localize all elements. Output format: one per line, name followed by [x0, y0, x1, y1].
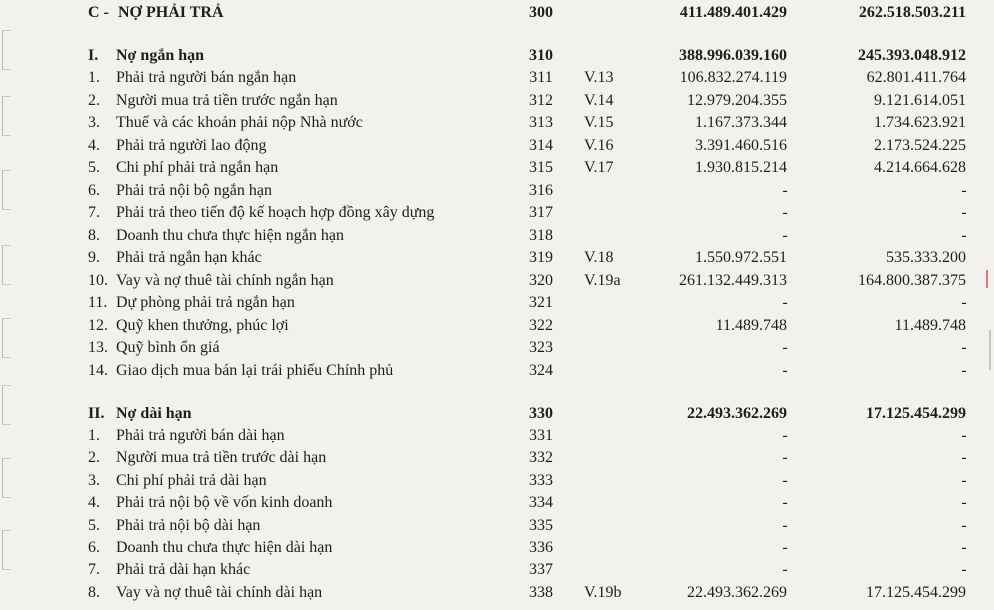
row-item-name: Doanh thu chưa thực hiện ngắn hạn — [116, 226, 344, 244]
section-title: NỢ PHẢI TRẢ — [118, 4, 224, 21]
row-prior-value: - — [961, 471, 967, 489]
row-code: 316 — [529, 181, 553, 199]
row-code: 322 — [529, 316, 553, 334]
row-current-value: - — [782, 361, 788, 379]
row-item-name: Dự phòng phải trả ngắn hạn — [116, 294, 295, 311]
row-prior-value: 164.800.387.375 — [858, 271, 966, 289]
group-title: Nợ dài hạn — [116, 405, 192, 422]
row-prior-value: - — [961, 339, 967, 356]
row-item-name: Phải trả nội bộ về vốn kinh doanh — [116, 494, 333, 512]
row-item-name: Quỹ khen thưởng, phúc lợi — [116, 316, 289, 334]
table-row — [0, 180, 994, 202]
row-prior-value: - — [961, 226, 967, 244]
row-current-value: 261.132.449.313 — [679, 271, 787, 289]
row-item-name: Chi phí phải trả dài hạn — [116, 471, 267, 489]
table-row — [0, 292, 994, 314]
row-number: 4. — [88, 494, 100, 512]
row-prior-value: 17.125.454.299 — [866, 583, 966, 601]
row-code: 318 — [529, 226, 553, 244]
row-prior-value: 9.121.614.051 — [874, 91, 966, 109]
row-code: 334 — [529, 494, 553, 512]
row-item-name: Phải trả dài hạn khác — [116, 561, 251, 579]
row-item-name: Vay và nợ thuê tài chính dài hạn — [116, 583, 323, 601]
table-row — [0, 470, 994, 492]
group-title: Nợ ngắn hạn — [116, 47, 205, 64]
section-label: C - — [88, 4, 109, 21]
table-row — [0, 135, 994, 157]
row-note: V.16 — [584, 136, 614, 154]
row-code: 311 — [529, 69, 553, 86]
group-prior-value: 245.393.048.912 — [858, 47, 966, 64]
section-current-value: 411.489.401.429 — [679, 4, 787, 21]
row-current-value: - — [782, 226, 788, 244]
row-number: 3. — [88, 471, 100, 489]
row-code: 337 — [529, 561, 553, 579]
table-row — [0, 112, 994, 134]
row-current-value: 1.167.373.344 — [695, 114, 787, 131]
row-code: 323 — [529, 339, 553, 356]
row-item-name: Phải trả người lao động — [116, 136, 267, 154]
row-prior-value: - — [961, 427, 967, 444]
row-number: 13. — [88, 339, 108, 356]
row-prior-value: - — [961, 361, 967, 379]
row-item-name: Vay và nợ thuê tài chính ngắn hạn — [116, 271, 334, 289]
row-current-value: - — [782, 294, 788, 311]
row-current-value: 12.979.204.355 — [687, 91, 787, 109]
row-prior-value: - — [961, 181, 967, 199]
row-item-name: Quỹ bình ổn giá — [116, 339, 220, 356]
table-row — [0, 157, 994, 179]
row-item-name: Phải trả nội bộ dài hạn — [116, 516, 261, 534]
row-current-value: - — [782, 561, 788, 579]
row-current-value: - — [782, 181, 788, 199]
row-number: 14. — [88, 361, 108, 379]
row-note: V.14 — [584, 91, 614, 109]
row-code: 319 — [529, 249, 553, 266]
row-current-value: - — [782, 427, 788, 444]
row-current-value: - — [782, 471, 788, 489]
row-code: 312 — [529, 91, 553, 109]
row-prior-value: - — [961, 561, 967, 579]
row-current-value: - — [782, 449, 788, 467]
row-current-value: - — [782, 339, 788, 356]
row-code: 315 — [529, 159, 553, 176]
row-code: 333 — [529, 471, 553, 489]
row-code: 336 — [529, 539, 553, 556]
row-note: V.15 — [584, 114, 614, 131]
table-row — [0, 447, 994, 469]
row-item-name: Thuế và các khoản phải nộp Nhà nước — [116, 114, 363, 131]
row-prior-value: - — [961, 449, 967, 467]
table-row — [0, 247, 994, 269]
row-code: 331 — [529, 427, 553, 444]
row-item-name: Doanh thu chưa thực hiện dài hạn — [116, 539, 333, 556]
table-row — [0, 337, 994, 359]
row-item-name: Phải trả người bán ngắn hạn — [116, 69, 297, 86]
row-code: 335 — [529, 516, 553, 534]
group-current-value: 22.493.362.269 — [687, 405, 787, 422]
row-number: 1. — [88, 69, 100, 86]
row-number: 4. — [88, 136, 100, 154]
group-roman: II. — [88, 405, 105, 422]
row-item-name: Người mua trả tiền trước dài hạn — [116, 449, 327, 467]
row-number: 5. — [88, 516, 100, 534]
row-code: 317 — [529, 204, 553, 221]
row-number: 7. — [88, 561, 100, 579]
row-code: 321 — [529, 294, 553, 311]
row-current-value: 106.832.274.119 — [679, 69, 787, 86]
table-row — [0, 225, 994, 247]
table-row — [0, 537, 994, 559]
table-row — [0, 90, 994, 112]
row-current-value: - — [782, 204, 788, 221]
row-number: 11. — [88, 294, 108, 311]
row-note: V.18 — [584, 249, 614, 266]
table-row — [0, 202, 994, 224]
row-prior-value: 62.801.411.764 — [866, 69, 966, 86]
table-row — [0, 315, 994, 337]
row-current-value: 3.391.460.516 — [695, 136, 787, 154]
row-note: V.13 — [584, 69, 614, 86]
section-c-row — [0, 2, 994, 24]
group-code: 310 — [529, 47, 553, 64]
section-prior-value: 262.518.503.211 — [858, 4, 966, 21]
group-prior-value: 17.125.454.299 — [866, 405, 966, 422]
group-current-value: 388.996.039.160 — [679, 47, 787, 64]
table-row — [0, 582, 994, 604]
row-item-name: Người mua trả tiền trước ngắn hạn — [116, 91, 338, 109]
row-prior-value: 2.173.524.225 — [874, 136, 966, 154]
row-prior-value: 4.214.664.628 — [874, 159, 966, 176]
row-number: 6. — [88, 181, 100, 199]
table-row — [0, 492, 994, 514]
row-code: 320 — [529, 271, 553, 289]
row-code: 332 — [529, 449, 553, 467]
row-prior-value: 535.333.200 — [886, 249, 966, 266]
row-current-value: - — [782, 516, 788, 534]
row-prior-value: - — [961, 294, 967, 311]
group-code: 330 — [529, 405, 553, 422]
row-number: 5. — [88, 159, 100, 176]
row-prior-value: 11.489.748 — [894, 316, 966, 334]
table-row — [0, 360, 994, 382]
row-item-name: Phải trả ngắn hạn khác — [116, 249, 262, 266]
row-number: 3. — [88, 114, 100, 131]
row-prior-value: 1.734.623.921 — [874, 114, 966, 131]
row-prior-value: - — [961, 494, 967, 512]
row-prior-value: - — [961, 539, 967, 556]
row-current-value: 1.550.972.551 — [695, 249, 787, 266]
row-number: 10. — [88, 271, 108, 289]
row-item-name: Phải trả nội bộ ngắn hạn — [116, 181, 272, 199]
row-current-value: 11.489.748 — [715, 316, 787, 334]
table-row — [0, 559, 994, 581]
long-term-header-row — [0, 403, 994, 425]
row-number: 7. — [88, 204, 100, 221]
row-current-value: 1.930.815.214 — [695, 159, 787, 176]
row-number: 1. — [88, 427, 100, 444]
row-prior-value: - — [961, 516, 967, 534]
row-item-name: Phải trả người bán dài hạn — [116, 427, 285, 444]
row-code: 313 — [529, 114, 553, 131]
row-note: V.19b — [584, 583, 622, 601]
row-note: V.19a — [584, 271, 621, 289]
row-current-value: 22.493.362.269 — [687, 583, 787, 601]
row-number: 2. — [88, 91, 100, 109]
row-number: 8. — [88, 226, 100, 244]
row-current-value: - — [782, 494, 788, 512]
row-item-name: Giao dịch mua bán lại trái phiếu Chính phủ — [116, 361, 394, 379]
group-roman: I. — [88, 47, 99, 64]
row-code: 314 — [529, 136, 553, 154]
row-code: 324 — [529, 361, 553, 379]
row-number: 9. — [88, 249, 100, 266]
row-item-name: Chi phí phải trả ngắn hạn — [116, 159, 279, 176]
row-note: V.17 — [584, 159, 614, 176]
row-current-value: - — [782, 539, 788, 556]
table-row — [0, 67, 994, 89]
table-row — [0, 425, 994, 447]
row-item-name: Phải trả theo tiến độ kế hoạch hợp đồng xây dựng — [116, 204, 435, 221]
row-number: 6. — [88, 539, 100, 556]
row-number: 8. — [88, 583, 100, 601]
row-number: 2. — [88, 449, 100, 467]
row-code: 338 — [529, 583, 553, 601]
row-number: 12. — [88, 316, 108, 334]
row-prior-value: - — [961, 204, 967, 221]
table-row — [0, 515, 994, 537]
table-row — [0, 270, 994, 292]
short-term-header-row — [0, 45, 994, 67]
section-code: 300 — [529, 4, 553, 21]
